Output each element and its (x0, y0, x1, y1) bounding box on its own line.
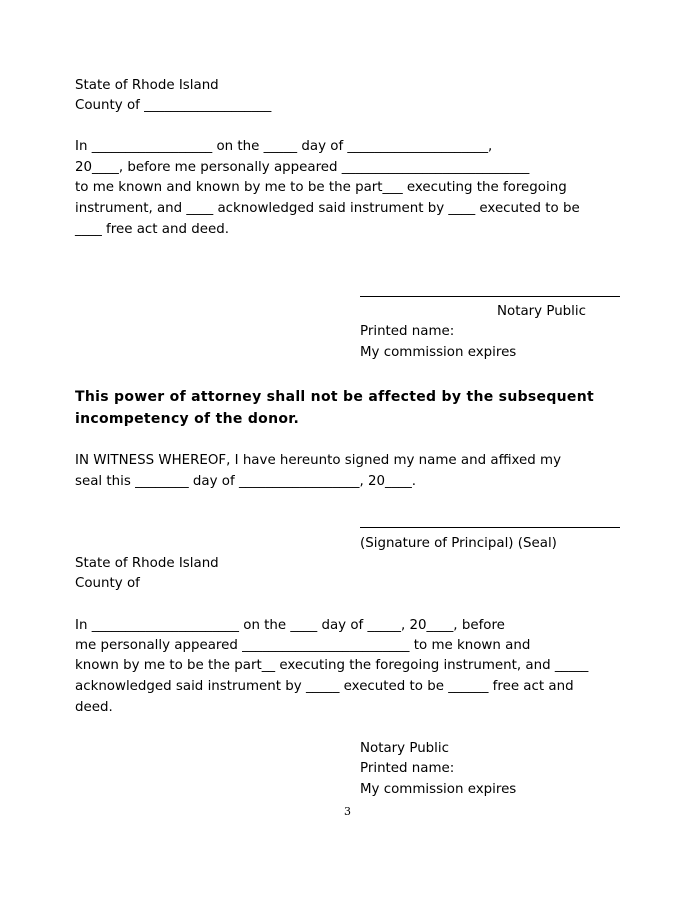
body-line: me personally appeared _________________________ to me known and (75, 638, 531, 653)
body-line: ____ free act and deed. (75, 222, 229, 237)
commission-label: My commission expires (360, 345, 517, 360)
clause-line: This power of attorney shall not be affected by the subsequent (75, 389, 594, 405)
body-line: In __________________ on the _____ day of _____________________, (75, 139, 493, 154)
body-line: acknowledged said instrument by _____ executed to be ______ free act and (75, 679, 574, 694)
page-number: 3 (344, 805, 351, 818)
notary-label: Notary Public (497, 304, 586, 319)
notary-signature-line (360, 296, 620, 297)
body-line: 20____, before me personally appeared ____________________________ (75, 160, 530, 175)
body-line: known by me to be the part__ executing the foregoing instrument, and _____ (75, 658, 589, 673)
county-line: County of ___________________ (75, 98, 272, 113)
county-line: County of (75, 576, 140, 591)
body-line: deed. (75, 700, 113, 715)
body-line: to me known and known by me to be the part___ executing the foregoing (75, 180, 567, 195)
clause-line: incompetency of the donor. (75, 411, 300, 427)
witness-line: seal this ________ day of __________________, 20____. (75, 474, 417, 489)
principal-signature-line (360, 527, 620, 528)
state-line: State of Rhode Island (75, 78, 219, 93)
witness-line: IN WITNESS WHEREOF, I have hereunto signed my name and affixed my (75, 453, 561, 468)
signature-label: (Signature of Principal) (Seal) (360, 536, 557, 551)
state-line: State of Rhode Island (75, 556, 219, 571)
commission-label: My commission expires (360, 782, 517, 797)
printed-name-label: Printed name: (360, 761, 455, 776)
body-line: instrument, and ____ acknowledged said instrument by ____ executed to be (75, 201, 580, 216)
body-line: In ______________________ on the ____ day of _____, 20____, before (75, 618, 505, 633)
printed-name-label: Printed name: (360, 324, 455, 339)
notary-label: Notary Public (360, 741, 449, 756)
